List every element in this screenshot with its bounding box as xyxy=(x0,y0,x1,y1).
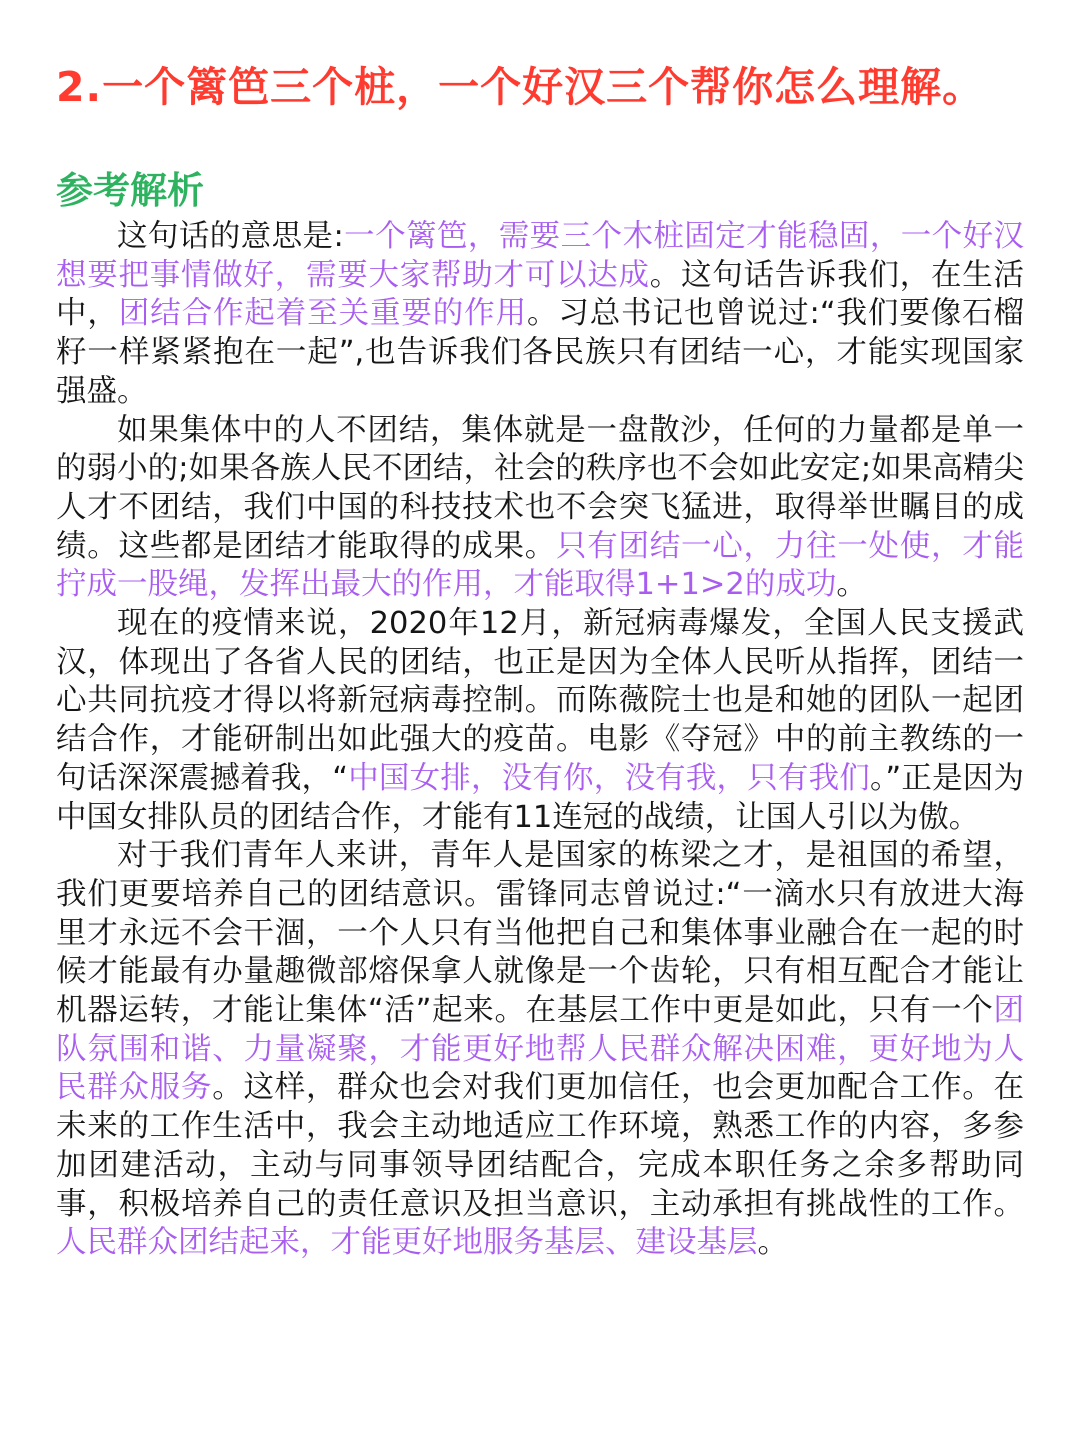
body-text: 对于我们青年人来讲，青年人是国家的栋梁之才，是祖国的希望，我们更要培养自己的团结意识。雷锋同志曾说过:“一滴水只有放进大海里才永远不会干涸，一个人只有当他把自己和集体事业融合在一起的时候才能最有办量趣微部熔保拿人就像是一个齿轮，只有相互配合才能让机器运转，才能让集体“活”起来。在基层工作中更是如此，只有一个 xyxy=(56,838,1024,1029)
answer-body xyxy=(56,218,1024,1263)
answer-paragraph xyxy=(56,605,1024,837)
highlighted-text: 团结合作起着至关重要的作用 xyxy=(118,296,527,332)
body-text: 。 xyxy=(836,567,867,603)
section-heading: 参考解析 xyxy=(56,169,204,212)
highlighted-text: 中国女排，没有你，没有我，只有我们 xyxy=(348,760,870,796)
highlighted-text: 只有团结一心，力往一处使，才能拧成一股绳，发挥出最大的作用，才能取得1+1>2的成功 xyxy=(56,528,1024,603)
body-text: 。这样，群众也会对我们更加信任，也会更加配合工作。在未来的工作生活中，我会主动地适应工作环境，熟悉工作的内容，多参加团建活动，主动与同事领导团结配合，完成本职任务之余多帮助同事，积极培养自己的责任意识及担当意识，主动承担有挑战性的工作。 xyxy=(56,1070,1024,1222)
body-text: 。”正是因为中国女排队员的团结合作，才能有11连冠的战绩，让国人引以为傲。 xyxy=(56,760,1024,835)
answer-paragraph xyxy=(56,218,1024,412)
question-title: 2.一个篱笆三个桩，一个好汉三个帮你怎么理解。 xyxy=(56,63,985,111)
highlighted-text: 人民群众团结起来，才能更好地服务基层、建设基层 xyxy=(56,1225,758,1261)
answer-paragraph xyxy=(56,412,1024,606)
body-text: 现在的疫情来说，2020年12月，新冠病毒爆发，全国人民支援武汉，体现出了各省人民的团结，也正是因为全体人民听从指挥，团结一心共同抗疫才得以将新冠病毒控制。而陈薇院士也是和她的团队一起团结合作，才能研制出如此强大的疫苗。电影《夺冠》中的前主教练的一句话深深震撼着我，“ xyxy=(56,606,1024,796)
answer-paragraph xyxy=(56,837,1024,1263)
body-text: 。习总书记也曾说过:“我们要像石榴籽一样紧紧抱在一起”,也告诉我们各民族只有团结一心，才能实现国家强盛。 xyxy=(56,296,1025,409)
body-text: 这句话的意思是: xyxy=(117,219,344,254)
highlighted-text: 团队氛围和谐、力量凝聚，才能更好地帮人民群众解决困难，更好地为人民群众服务 xyxy=(56,993,1024,1106)
highlighted-text: 一个篱笆，需要三个木桩固定才能稳固，一个好汉想要把事情做好，需要大家帮助才可以达成 xyxy=(56,219,1025,293)
body-text: 。这句话告诉我们，在生活中， xyxy=(56,257,1024,332)
body-text: 。 xyxy=(757,1225,788,1261)
body-text: 如果集体中的人不团结，集体就是一盘散沙，任何的力量都是单一的弱小的;如果各族人民不团结，社会的秩序也不会如此安定;如果高精尖人才不团结，我们中国的科技技术也不会突飞猛进，取得举世瞩目的成绩。这些都是团结才能取得的成果。 xyxy=(56,412,1024,564)
